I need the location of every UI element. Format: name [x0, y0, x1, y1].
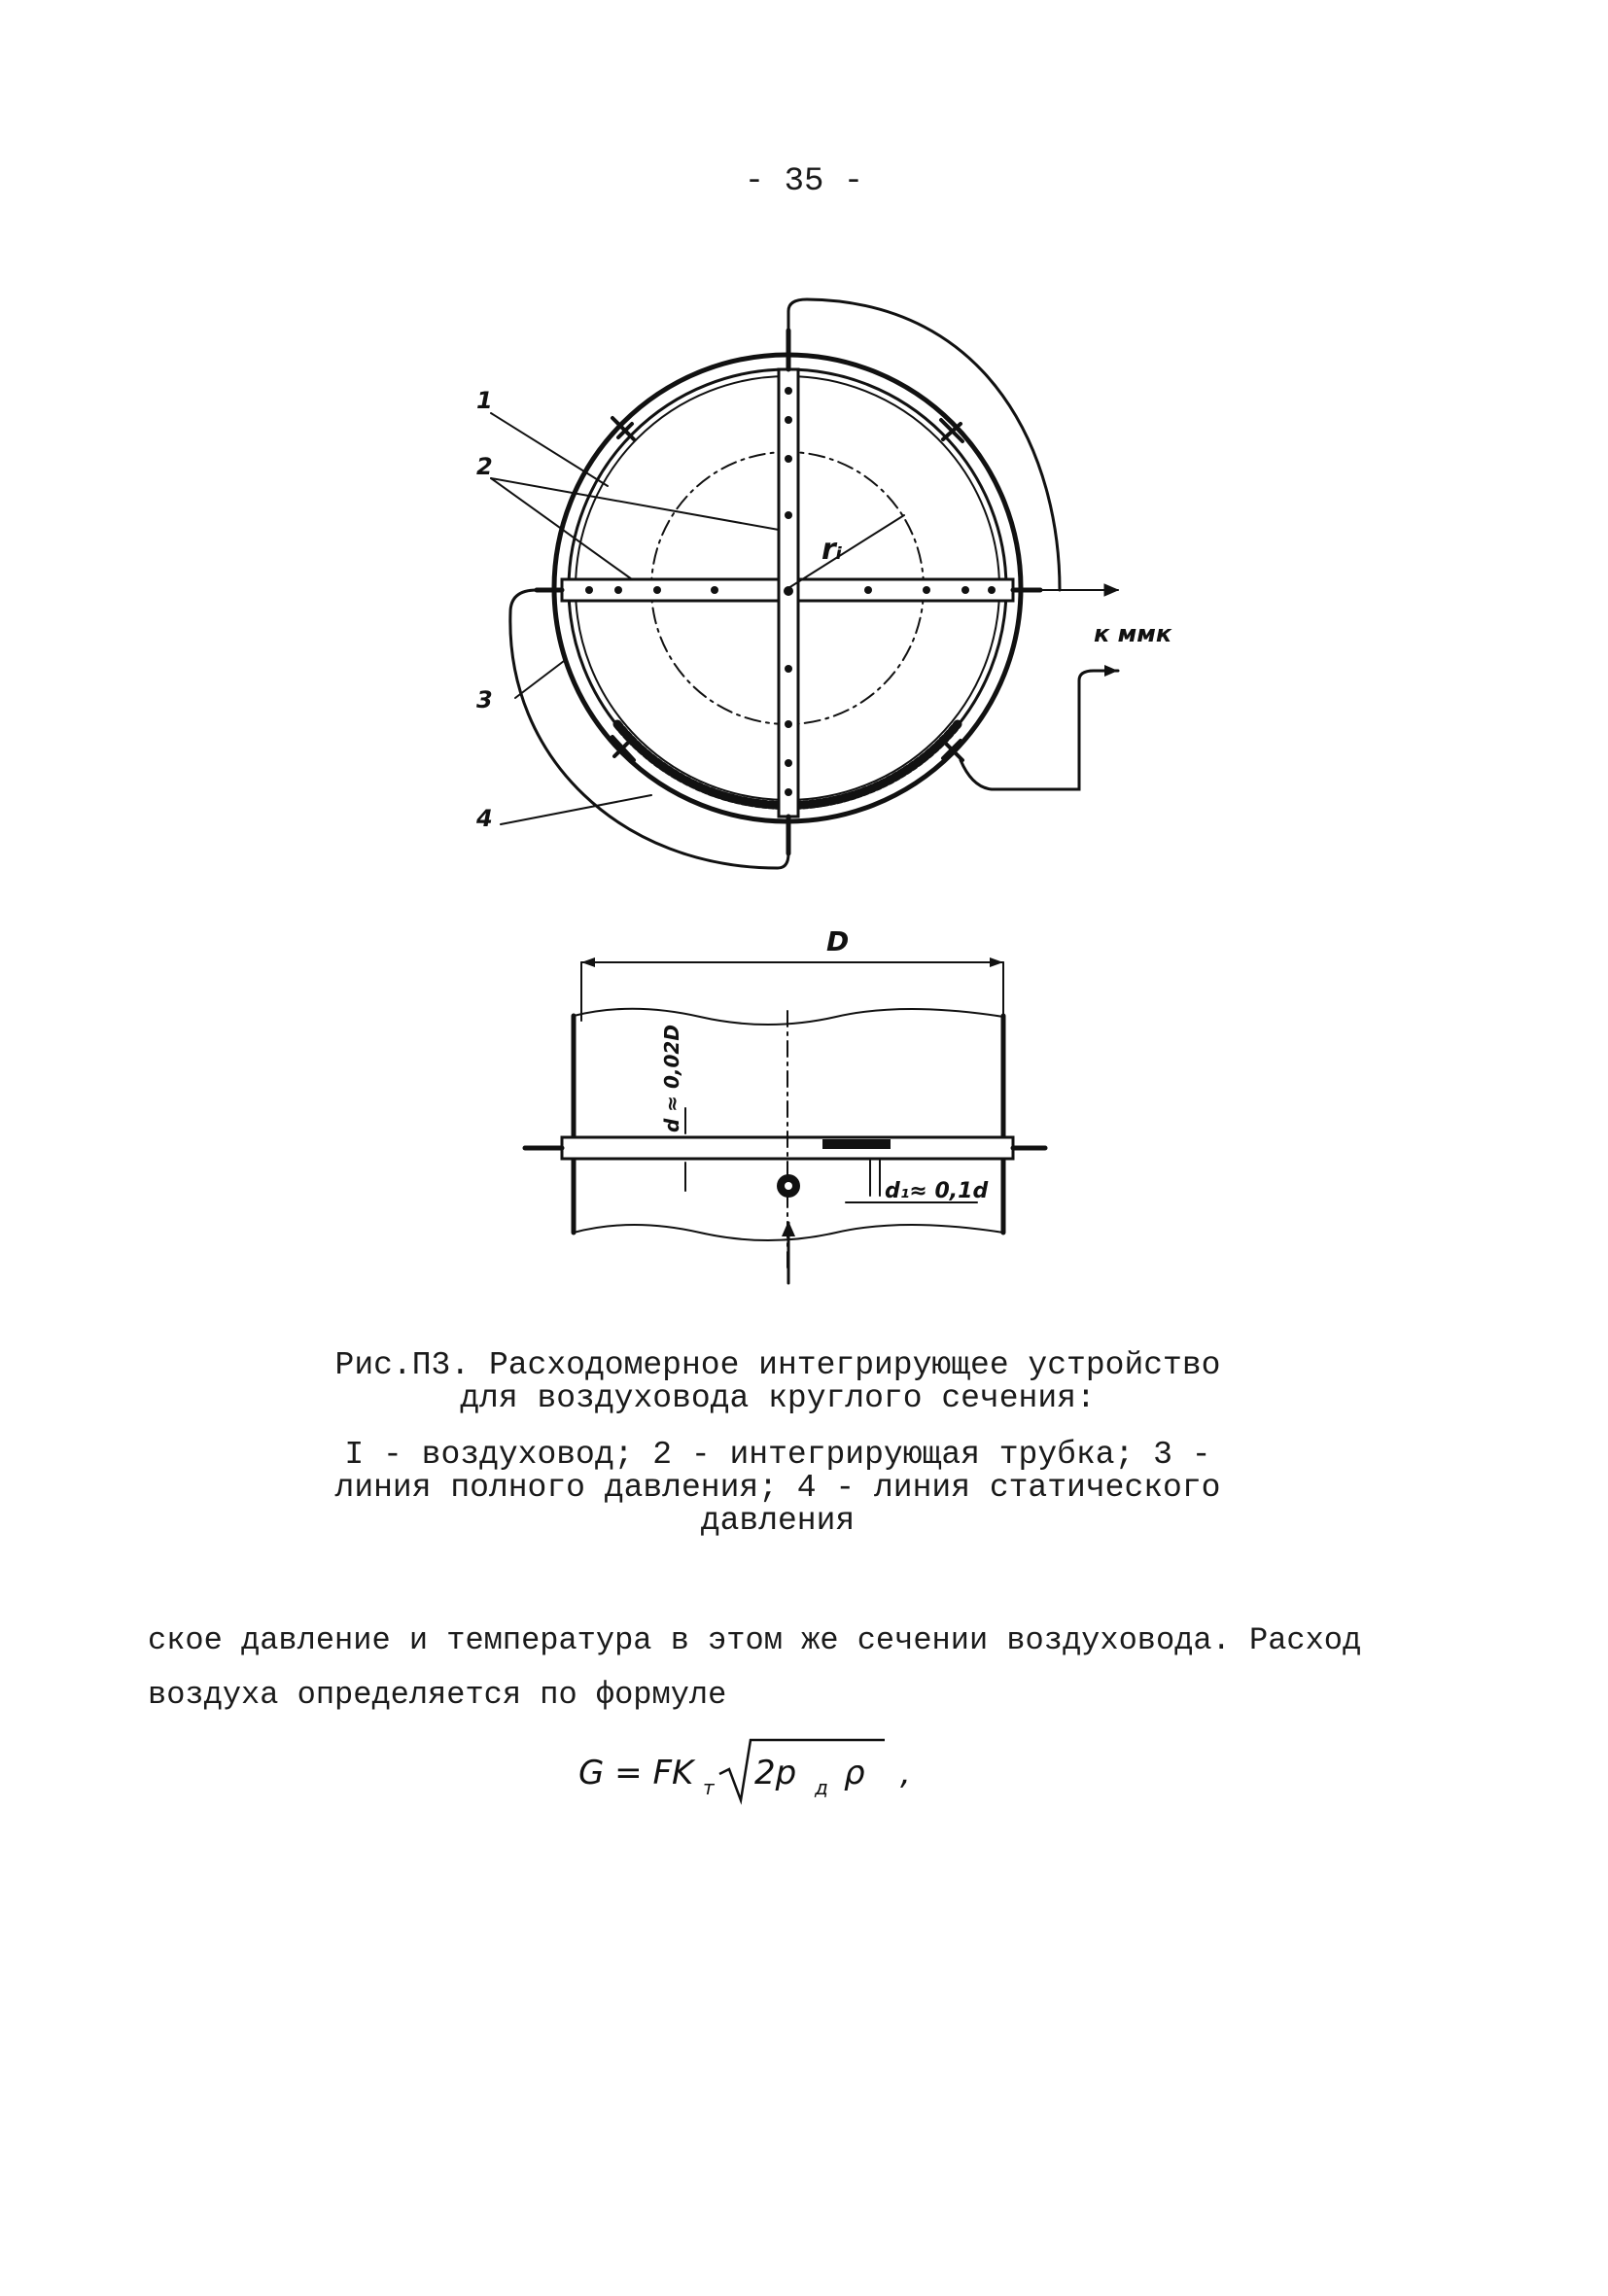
page-number: - 35 -: [744, 163, 864, 200]
outlet-label: к ммк: [1094, 620, 1172, 647]
formula-sub-d: д: [815, 1776, 828, 1799]
flow-formula: [574, 1730, 962, 1808]
diameter-label: D: [826, 925, 850, 957]
tube-dim-label: d ≈ 0,02D: [660, 1025, 683, 1132]
formula-comma: ,: [900, 1754, 911, 1792]
body-paragraph: ское давление и температура в этом же сечении воздуховода. Расход воздуха определяется по формуле: [148, 1622, 1362, 1713]
callout-1: 1: [476, 387, 493, 414]
formula-radicand: 2p: [754, 1754, 797, 1792]
radius-label: rᵢ: [821, 533, 843, 567]
callout-4: 4: [476, 805, 493, 832]
formula-rho: ρ: [844, 1754, 865, 1792]
formula-sub-t: т: [703, 1776, 715, 1799]
total-pressure-line-left: [510, 590, 788, 868]
static-pressure-outlet: [961, 671, 1118, 789]
hole-dim-label: d₁≈ 0,1d: [885, 1179, 989, 1203]
callout-2: 2: [476, 453, 493, 480]
figure-caption-title: Рис.П3. Расходомерное интегрирующее устройство для воздуховода круглого сечения:: [334, 1347, 1221, 1416]
formula-lhs: G = FK: [578, 1754, 694, 1792]
figure-caption-legend: I - воздуховод; 2 - интегрирующая трубка; 3 - линия полного давления; 4 - линия статического давления: [334, 1437, 1221, 1539]
callout-3: 3: [476, 686, 493, 713]
duct-side-view: [525, 957, 1045, 1283]
integrating-tube-horizontal: [537, 579, 1118, 601]
